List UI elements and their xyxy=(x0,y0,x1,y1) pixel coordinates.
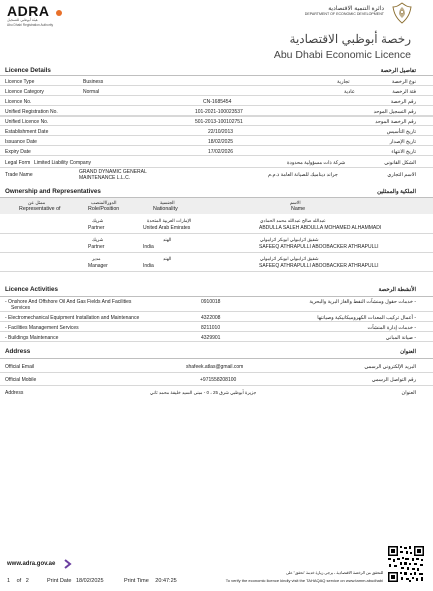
field-value: 17/02/2026 xyxy=(208,148,234,155)
address-value: جزيرة أبوظبي شرق 25 ، 0 - مبنى السيد خليفة محمد ثاني xyxy=(150,390,257,395)
page-of: of xyxy=(16,578,22,584)
activities-heading-ar: الأنشطة الرخصة xyxy=(378,287,416,293)
abu-dhabi-emblem-icon xyxy=(392,2,412,24)
field-value: 501-2013-100102751 xyxy=(195,118,243,125)
licence-detail-row xyxy=(0,107,433,116)
department-name-en: DEPARTMENT OF ECONOMIC DEVELOPMENT xyxy=(304,12,384,16)
col-nat-en: Nationality xyxy=(153,206,178,212)
verify-note-ar: للتحقق من الرخصة الاقتصادية ، يرجى زيارة خدمة "تحقق" على xyxy=(285,571,383,575)
official-email-value: shafeek.atlas@gmail.com xyxy=(186,364,244,370)
field-label: Licence Category xyxy=(5,88,44,95)
activity-code: 4329901 xyxy=(201,334,221,341)
trade-name-value-line1: GRAND DYNAMIC GENERAL xyxy=(79,169,147,175)
address-label-ar: البريد الإلكتروني الرسمي xyxy=(364,364,416,370)
adra-logo-text: ADRA xyxy=(7,3,50,19)
address-row xyxy=(0,361,433,373)
section-rule xyxy=(0,358,433,359)
field-label: Issuance Date xyxy=(5,138,37,145)
activity-name-ar: - صيانة المباني xyxy=(385,334,416,341)
field-label-ar: رقم الرخصة الموحد xyxy=(375,118,416,125)
licence-detail-row xyxy=(0,137,433,146)
field-value: Business xyxy=(83,78,104,85)
logo-sub-en: Abu Dhabi Registration Authority xyxy=(7,22,54,27)
ownership-header-row xyxy=(0,198,433,214)
legal-form-value-ar: شركة ذات مسؤولية محدودة xyxy=(287,159,346,166)
activity-code: 0910018 xyxy=(201,299,221,305)
field-label-ar: نوع الرخصة xyxy=(391,78,416,85)
field-label-ar: فئة الرخصة xyxy=(392,88,416,95)
owner-name-en: SAFEEQ ATHRAPULLI ABOOBACKER ATHRAPULLI xyxy=(259,244,379,250)
owner-name-ar: شفيق اثراببولي ابوبكر اثراببولي xyxy=(260,256,319,261)
department-name-ar: دائرة التنمية الاقتصادية xyxy=(328,6,384,12)
print-time-label: Print Time xyxy=(124,578,149,584)
address-row xyxy=(0,387,433,399)
address-label: Official Email xyxy=(5,364,35,370)
licence-detail-row xyxy=(0,77,433,86)
owner-role-en: Manager xyxy=(88,263,108,269)
owner-nationality-en: United Arab Emirates xyxy=(143,225,191,231)
owner-name-en: SAFEEQ ATHRAPULLI ABOOBACKER ATHRAPULLI xyxy=(259,263,379,269)
page-number: 1 xyxy=(7,578,11,584)
licence-detail-row xyxy=(0,97,433,106)
print-date-label: Print Date xyxy=(47,578,72,584)
ownership-heading: Ownership and Representatives xyxy=(5,188,101,195)
activity-name-ar: - أعمال تركيب المعدات الكهروميكانيكية وصيانتها xyxy=(317,314,416,321)
field-label-ar: تاريخ الإصدار xyxy=(389,138,416,145)
activities-heading: Licence Activities xyxy=(5,286,58,293)
print-time xyxy=(124,578,177,584)
ownership-heading-ar: الملكية والممثلين xyxy=(377,189,416,195)
owner-name-en: ABDULLA SALEH ABDULLA MOHAMED ALHAMMADI xyxy=(259,225,382,231)
activity-row xyxy=(0,313,433,322)
address-row xyxy=(0,374,433,386)
licence-title-en: Abu Dhabi Economic Licence xyxy=(273,49,411,61)
owner-row xyxy=(0,235,433,253)
legal-form-value: Limited Liability Company xyxy=(34,159,91,166)
field-value: Normal xyxy=(83,88,100,95)
page-total: 2 xyxy=(25,578,29,584)
field-label: Unified Licence No. xyxy=(5,118,49,125)
address-label: Address xyxy=(5,390,24,396)
page-indicator xyxy=(7,578,29,584)
activity-name-ar: - خدمات حقول ومنشآت النفط والغاز البرية والبحرية xyxy=(309,299,416,305)
owner-row xyxy=(0,254,433,272)
activity-code: 4322008 xyxy=(201,314,221,321)
owner-role-ar: شريك xyxy=(92,218,104,223)
trade-name-row xyxy=(0,168,433,182)
field-label: Licence Type xyxy=(5,78,35,85)
activity-name-line2: Services xyxy=(11,304,31,311)
licence-detail-row xyxy=(0,147,433,156)
chevron-right-icon xyxy=(64,559,72,571)
owner-nationality-en: India xyxy=(143,263,154,269)
trade-name-label: Trade Name xyxy=(5,172,33,178)
trade-name-value-line2: MAINTENANCE L.L.C. xyxy=(79,174,131,181)
address-label-ar: رقم التواصل الرسمي xyxy=(371,377,416,383)
field-value: 18/02/2025 xyxy=(208,138,234,145)
field-value-ar: تجارية xyxy=(337,78,350,85)
field-value: 22/10/2013 xyxy=(208,128,234,135)
adra-logo xyxy=(7,3,69,27)
col-role-en: Role/Position xyxy=(88,206,120,212)
owner-name-ar: شفيق اثراببولي ابوبكر اثراببولي xyxy=(260,237,319,242)
activity-name-ar: - خدمات إدارة المنشآت xyxy=(367,324,416,331)
address-heading-ar: العنوان xyxy=(400,349,416,355)
owner-role-ar: مدير xyxy=(92,256,101,261)
field-label-ar: تاريخ الانتهاء xyxy=(391,148,416,155)
adra-logo-dot xyxy=(56,10,62,16)
col-name-ar: الاسم xyxy=(290,200,301,205)
logo-sub-ar: هيئة أبوظبي للتسجيل xyxy=(7,18,38,22)
trade-name-value-ar: جراند ديناميك للصيانة العامة ذ.م.م xyxy=(268,172,338,178)
field-value: CN-1685454 xyxy=(203,98,232,105)
address-label: Official Mobile xyxy=(5,377,37,383)
field-value: 101-2021-100023537 xyxy=(195,108,243,115)
owner-name-ar: عبدالله صالح عبدالله محمد الحمادي xyxy=(260,218,326,223)
field-label: Expiry Date xyxy=(5,148,31,155)
owner-role-ar: شريك xyxy=(92,237,104,242)
legal-form-label-ar: الشكل القانوني xyxy=(384,159,416,166)
field-value-ar: عادية xyxy=(344,88,355,95)
field-label: Unified Registration No. xyxy=(5,108,58,115)
field-label: Establishment Date xyxy=(5,128,49,135)
trade-name-label-ar: الاسم التجاري xyxy=(387,172,416,178)
address-heading: Address xyxy=(5,348,31,355)
verification-qr-code xyxy=(387,545,425,583)
col-name-en: Name xyxy=(291,206,306,212)
print-date-value: 18/02/2025 xyxy=(76,578,104,584)
legal-form-row xyxy=(0,157,433,168)
verify-note-en: To verify the economic licence kindly visit the TAHAQAQ service on www.tamm.abudhabi xyxy=(225,578,383,583)
section-rule xyxy=(0,296,433,297)
section-rule xyxy=(0,75,433,76)
licence-detail-row xyxy=(0,127,433,136)
col-rep-ar: ممثل عن xyxy=(28,200,46,205)
adra-website-link[interactable]: www.adra.gov.ae xyxy=(7,561,56,567)
activity-name-line1: - Buildings Maintenance xyxy=(5,334,59,341)
owner-nationality-en: India xyxy=(143,244,154,250)
licence-details-heading: Licence Details xyxy=(5,67,51,74)
licence-details-heading-ar: تفاصيل الرخصة xyxy=(380,68,416,74)
official-mobile-value: +971558208100 xyxy=(200,377,237,383)
col-nat-ar: الجنسية xyxy=(160,200,175,205)
activity-row xyxy=(0,323,433,332)
col-role-ar: الدور/المنصب xyxy=(91,200,117,205)
owner-row xyxy=(0,216,433,234)
print-time-value: 20:47:25 xyxy=(155,578,177,584)
col-rep-en: Representative of xyxy=(19,206,61,212)
activity-name-line1: - Facilities Management Services xyxy=(5,324,79,331)
activity-row xyxy=(0,333,433,342)
activity-name-line1: - Onshore And Offshore Oil And Gas Fields And Facilities xyxy=(5,299,132,305)
owner-nationality-ar: الإمارات العربية المتحدة xyxy=(147,218,192,223)
activity-code: 8211010 xyxy=(201,324,221,331)
field-label-ar: رقم التسجيل الموحد xyxy=(373,108,416,115)
owner-role-en: Partner xyxy=(88,244,105,250)
owner-nationality-ar: الهند xyxy=(163,237,172,242)
address-label-ar: العنوان xyxy=(401,390,416,396)
activity-name-line1: - Electromechanical Equipment Installation and Maintenance xyxy=(5,314,140,321)
owner-role-en: Partner xyxy=(88,225,105,231)
licence-detail-row xyxy=(0,117,433,126)
owner-nationality-ar: الهند xyxy=(163,256,172,261)
legal-form-label: Legal Form xyxy=(5,159,31,166)
print-date xyxy=(47,578,104,584)
field-label-ar: رقم الرخصة xyxy=(390,98,416,105)
licence-title-ar: رخصة أبوظبي الاقتصادية xyxy=(289,32,411,46)
field-label: Licence No. xyxy=(5,98,32,105)
activity-row xyxy=(0,298,433,312)
licence-detail-row xyxy=(0,87,433,96)
field-label-ar: تاريخ التأسيس xyxy=(386,128,416,135)
